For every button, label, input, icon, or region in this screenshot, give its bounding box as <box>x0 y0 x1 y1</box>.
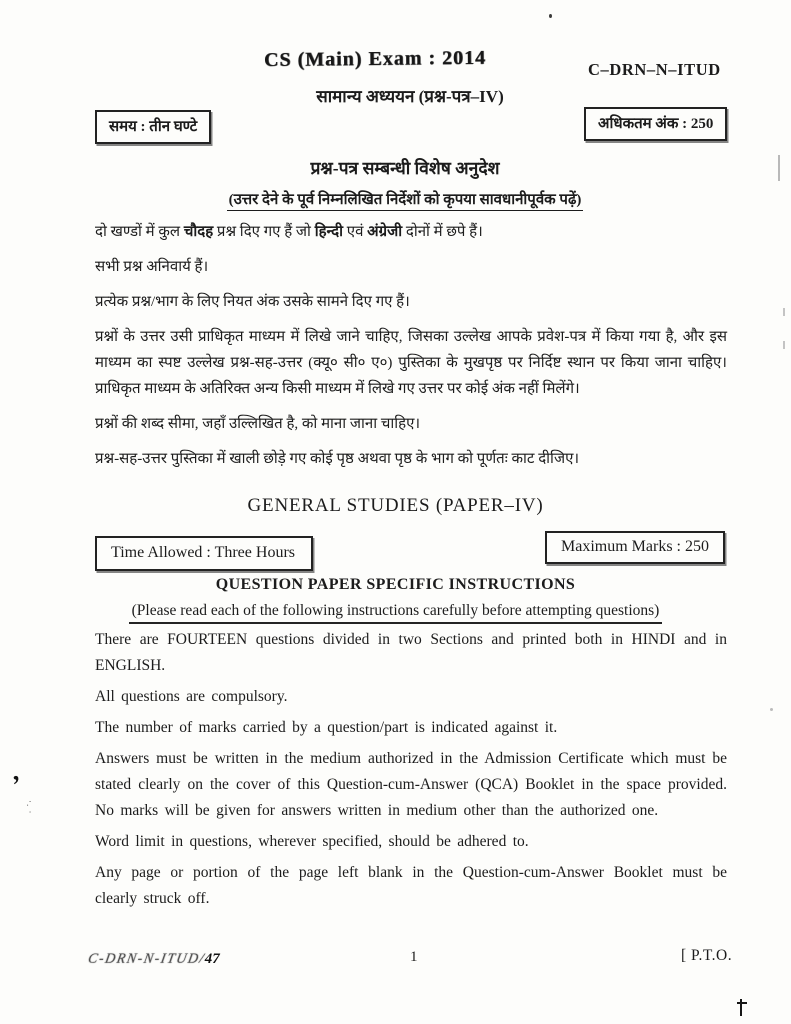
english-subheading-underlined-text: (Please read each of the following instructions carefully before attempting questions) <box>129 602 663 624</box>
english-instructions-body <box>95 627 727 917</box>
english-instruction-paragraph: The number of marks carried by a question/part is indicated against it. <box>95 719 558 736</box>
footer-booklet-code-script: C-DRN-N-ITUD/ <box>86 952 207 967</box>
paper-subtitle-hindi: सामान्य अध्ययन (प्रश्न-पत्र–IV) <box>316 87 504 106</box>
page-number: 1 <box>410 949 418 965</box>
hindi-instructions-heading: प्रश्न-पत्र सम्बन्धी विशेष अनुदेश <box>310 158 500 178</box>
english-paper-title: GENERAL STUDIES (PAPER–IV) <box>247 495 544 516</box>
english-instruction-paragraph: Any page or portion of the page left blank in the Question-cum-Answer Booklet must be clearly struck off. <box>95 864 727 907</box>
ink-mark-dots: ·. · <box>25 800 35 815</box>
hindi-instructions-subheading <box>0 189 791 209</box>
hindi-instruction-paragraph: प्रत्येक प्रश्न/भाग के लिए नियत अंक उसके सामने दिए गए हैं। <box>95 294 410 310</box>
hindi-instruction-paragraph: प्रश्न-सह-उत्तर पुस्तिका में खाली छोड़े गए कोई पृष्ठ अथवा पृष्ठ के भाग को पूर्णतः काट दीजिए। <box>95 451 580 467</box>
maximum-marks-box: Maximum Marks : 250 <box>545 531 725 564</box>
scan-artifact-tick <box>778 155 780 181</box>
scan-artifact-tick <box>770 708 773 711</box>
time-allowed-box: Time Allowed : Three Hours <box>95 536 313 571</box>
english-instructions-heading: QUESTION PAPER SPECIFIC INSTRUCTIONS <box>215 576 576 593</box>
footer-booklet-number: 47 <box>204 951 220 967</box>
hindi-instructions-body <box>95 219 727 481</box>
exam-stamp-title: CS (Main) Exam : 2014 <box>263 46 487 72</box>
ink-mark: ’ <box>9 769 25 800</box>
scan-artifact-dot <box>549 14 552 18</box>
scan-artifact-tick <box>783 341 785 349</box>
english-instruction-paragraph: There are FOURTEEN questions divided in two Sections and printed both in HINDI and in ENGLISH. <box>95 631 727 674</box>
maximum-marks-box-hindi: अधिकतम अंक : 250 <box>584 107 727 141</box>
english-instruction-paragraph: All questions are compulsory. <box>95 688 288 705</box>
english-instructions-subheading <box>0 602 791 620</box>
hindi-instruction-paragraph: दो खण्डों में कुल चौदह प्रश्न दिए गए हैं जो हिन्दी एवं अंग्रेजी दोनों में छपे हैं। <box>95 224 483 240</box>
hindi-subheading-underlined-text: (उत्तर देने के पूर्व निम्नलिखित निर्देशों को कृपया सावधानीपूर्वक पढ़ें) <box>227 192 584 211</box>
footer-booklet-code <box>88 951 220 968</box>
english-instruction-paragraph: Word limit in questions, wherever specified, should be adhered to. <box>95 833 529 850</box>
paper-series-code: C–DRN–N–ITUD <box>588 60 721 79</box>
hindi-instruction-paragraph: प्रश्नों की शब्द सीमा, जहाँ उल्लिखित है, को माना जाना चाहिए। <box>95 416 421 432</box>
english-instruction-paragraph: Answers must be written in the medium authorized in the Admission Certificate which must be stated clearly on the cover of this Question-cum-Answer (QCA) Booklet in the space provided. No marks will be given for answers written in medium other than the authorized one. <box>95 750 727 819</box>
corner-ink-mark <box>740 999 750 1016</box>
pto-label: [ P.T.O. <box>681 947 733 964</box>
hindi-instruction-paragraph: प्रश्नों के उत्तर उसी प्राधिकृत माध्यम में लिखे जाने चाहिए, जिसका उल्लेख आपके प्रवेश-पत्र में किया गया है, और इस माध्यम का स्पष्ट उल्लेख प्रश्न-सह-उत्तर (क्यू० सी० ए०) पुस्तिका के मुखपृष्ठ पर निर्दिष्ट स्थान पर किया जाना चाहिए। प्राधिकृत माध्यम के अतिरिक्त अन्य किसी माध्यम में लिखे गए उत्तर पर कोई अंक नहीं मिलेंगे। <box>95 329 727 397</box>
scan-artifact-tick <box>783 308 785 316</box>
time-allowed-box-hindi: समय : तीन घण्टे <box>95 110 211 144</box>
hindi-instruction-paragraph: सभी प्रश्न अनिवार्य हैं। <box>95 259 209 275</box>
